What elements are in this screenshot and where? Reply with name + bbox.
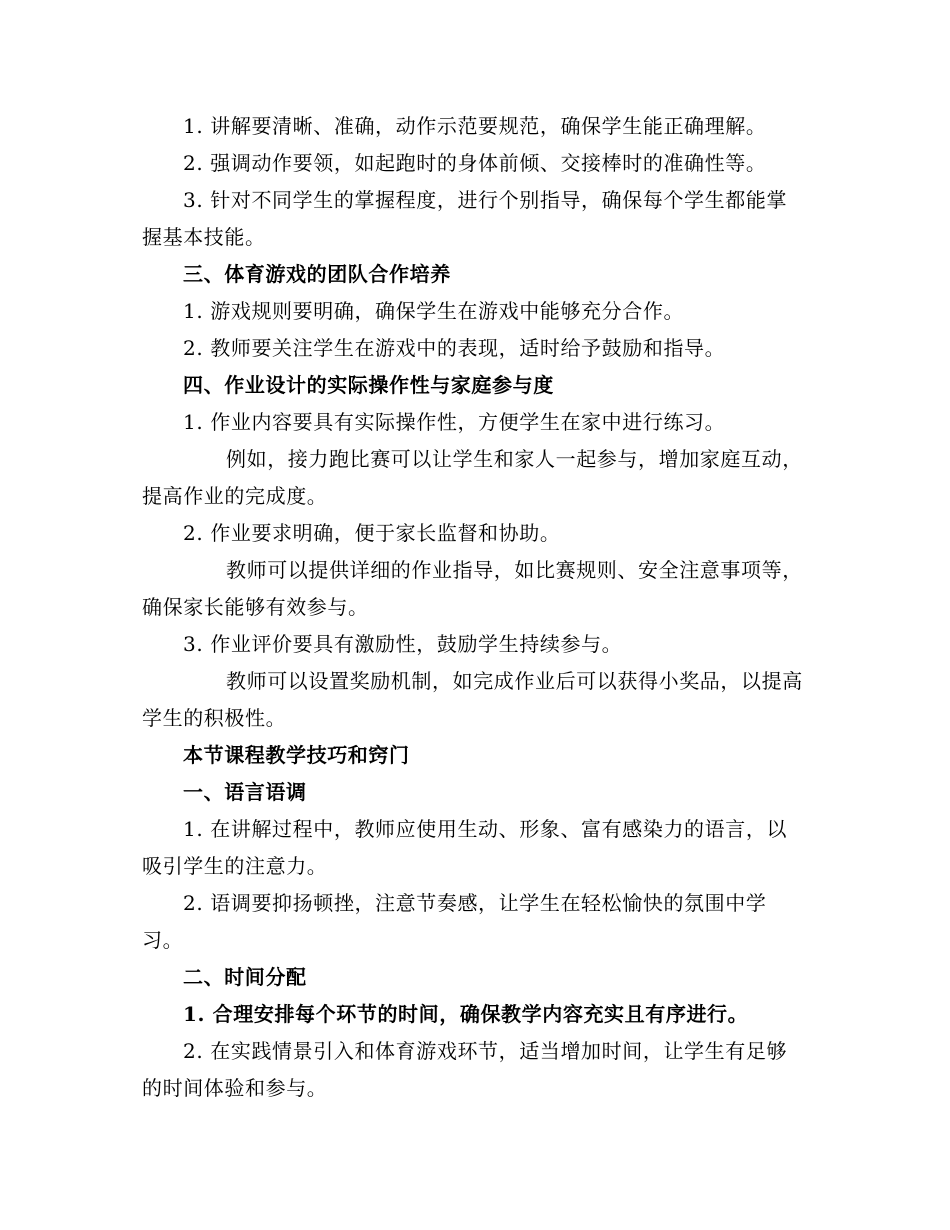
tips-heading: 本节课程教学技巧和窍门	[183, 743, 410, 767]
paragraph-2: 2. 强调动作要领，如起跑时的身体前倾、交接棒时的准确性等。	[183, 151, 767, 175]
paragraph-12: 3. 作业评价要具有激励性，鼓励学生持续参与。	[183, 632, 623, 656]
paragraph-20: 2. 在实践情景引入和体育游戏环节，适当增加时间，让学生有足够的时间体验和参与。	[142, 1039, 788, 1100]
paragraph-3: 3. 针对不同学生的掌握程度，进行个别指导，确保每个学生都能掌握基本技能。	[142, 188, 788, 249]
paragraph-1: 1. 讲解要清晰、准确，动作示范要规范，确保学生能正确理解。	[183, 114, 767, 138]
example-paragraph-1: 例如，接力跑比赛可以让学生和家人一起参与，增加家庭互动，提高作业的完成度。	[142, 447, 803, 508]
paragraph-19: 1. 合理安排每个环节的时间，确保教学内容充实且有序进行。	[183, 1002, 749, 1026]
section-heading-language: 一、语言语调	[183, 780, 307, 804]
document-body	[142, 108, 806, 1107]
paragraph-6: 2. 教师要关注学生在游戏中的表现，适时给予鼓励和指导。	[183, 336, 726, 360]
section-heading-4: 四、作业设计的实际操作性与家庭参与度	[183, 373, 554, 397]
example-paragraph-3: 教师可以设置奖励机制，如完成作业后可以获得小奖品，以提高学生的积极性。	[142, 669, 803, 730]
paragraph-17: 2. 语调要抑扬顿挫，注意节奏感，让学生在轻松愉快的氛围中学习。	[142, 891, 767, 952]
paragraph-16: 1. 在讲解过程中，教师应使用生动、形象、富有感染力的语言，以吸引学生的注意力。	[142, 817, 788, 878]
paragraph-5: 1. 游戏规则要明确，确保学生在游戏中能够充分合作。	[183, 299, 685, 323]
section-heading-time: 二、时间分配	[183, 965, 307, 989]
paragraph-10: 2. 作业要求明确，便于家长监督和协助。	[183, 521, 561, 545]
paragraph-8: 1. 作业内容要具有实际操作性，方便学生在家中进行练习。	[183, 410, 726, 434]
example-paragraph-2: 教师可以提供详细的作业指导，如比赛规则、安全注意事项等，确保家长能够有效参与。	[142, 558, 803, 619]
section-heading-3: 三、体育游戏的团队合作培养	[183, 262, 451, 286]
